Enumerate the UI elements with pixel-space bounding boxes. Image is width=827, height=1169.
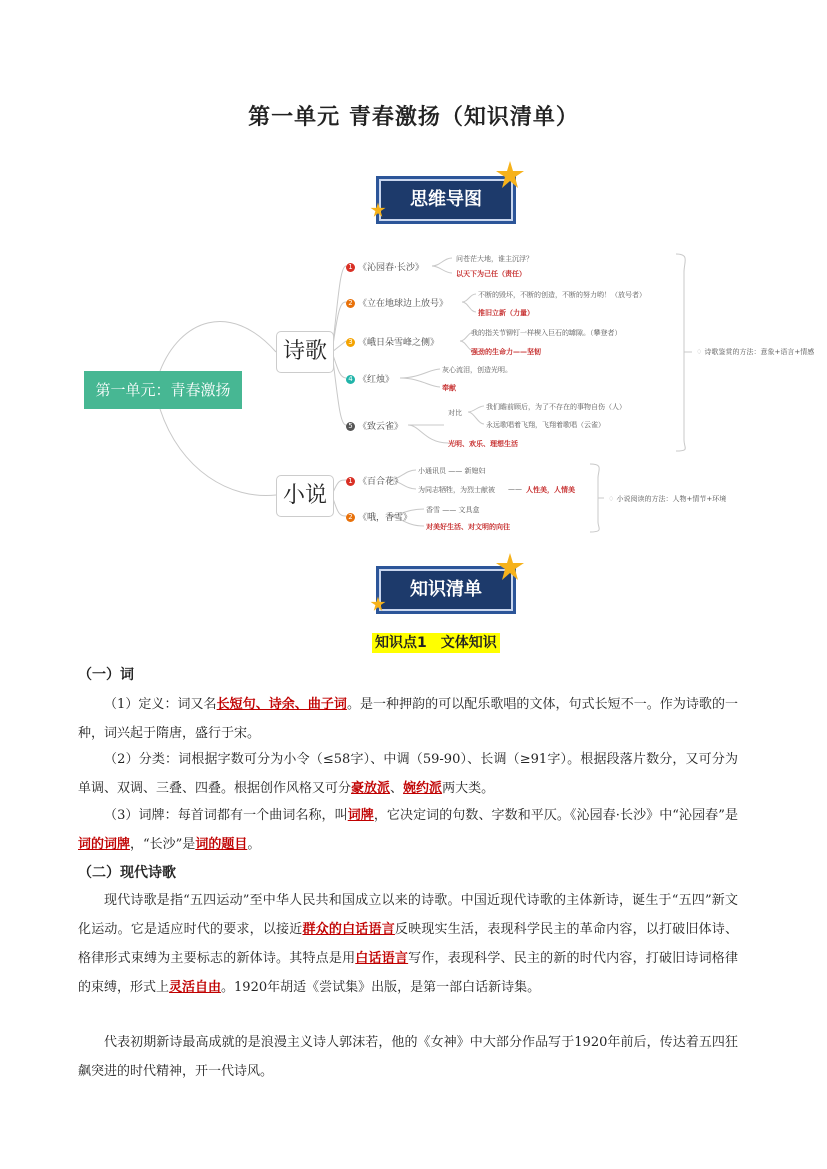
paragraph-modern-poetry: 现代诗歌是指“五四运动”至中华人民共和国成立以来的诗歌。中国近现代诗歌的主体新诗，诞生于“五四”新文化运动。它是适应时代的要求，以接近群众的白话语言反映现实生活，表现科学民主的革命内容，以打破旧体诗、格律形式束缚为主要标志的新体诗。其特点是用白话语言写作，表现科学、民主的新的时代内容，打破旧诗词格律的束缚，形式上灵活自由。1920年胡适《尝试集》出版，是第一部白话新诗集。 — [78, 893, 738, 995]
knowledge-badge: 知识清单 — [376, 566, 516, 614]
poem-theme: 光明、欢乐、理想生活 — [448, 440, 518, 448]
poem-node — [346, 260, 424, 273]
poem-node — [346, 296, 448, 309]
poem-node — [346, 335, 439, 348]
number-badge: 2 — [346, 513, 355, 522]
section-heading-modern-poetry: （二）现代诗歌 — [78, 865, 176, 881]
star-icon — [495, 552, 525, 582]
novel-note: 香雪 —— 文具盒 — [426, 506, 480, 514]
novel-note: 小通讯员 —— 新媳妇 — [418, 467, 486, 475]
branch-novel: 小说 — [276, 475, 334, 517]
poem-title: 《立在地球边上放号》 — [358, 299, 449, 309]
paragraph-guo-moruo: 代表初期新诗最高成就的是浪漫主义诗人郭沫若，他的《女神》中大部分作品写于1920年前后，传达着五四狂飙突进的时代精神，开一代诗风。 — [78, 1035, 738, 1079]
mindmap-connectors — [0, 0, 827, 560]
paragraph-classification: （2）分类：词根据字数可分为小令（≤58字）、中调（59-90）、长调（≥91字）。根据段落片数分，又可分为单调、双调、三叠、四叠。根据创作风格又可分豪放派、婉约派两大类。 — [78, 752, 738, 796]
poem-note: 问苍茫大地，谁主沉浮？ — [456, 255, 533, 263]
novel-theme: 对美好生活、对文明的向往 — [426, 523, 510, 531]
number-badge: 4 — [346, 375, 355, 384]
number-badge: 2 — [346, 299, 355, 308]
page-title: 第一单元 青春激扬（知识清单） — [248, 105, 579, 130]
poem-title: 《红烛》 — [358, 375, 395, 385]
branch-poetry: 诗歌 — [276, 331, 334, 373]
poem-title: 《沁园春·长沙》 — [358, 263, 424, 273]
poem-note: 不断的毁坏，不断的创造，不断的努力哟！（放号者） — [478, 291, 646, 299]
star-icon — [370, 596, 386, 612]
poem-contrast-label: 对比 — [448, 409, 462, 417]
number-badge: 5 — [346, 422, 355, 431]
poem-node — [346, 372, 394, 385]
novel-summary: ♢ 小说阅读的方法：人物+情节+环境 — [608, 495, 727, 503]
poem-note: 我们瞻前顾后，为了不存在的事物自伤（人） — [486, 403, 626, 411]
novel-theme: 人性美，人情美 — [526, 486, 575, 494]
novel-node — [346, 510, 412, 523]
novel-node — [346, 474, 403, 487]
poem-node — [346, 419, 403, 432]
number-badge: 3 — [346, 338, 355, 347]
poem-note: 灰心流泪，创造光明。 — [442, 366, 512, 374]
poem-title: 《致云雀》 — [358, 422, 404, 432]
poem-theme: 推旧立新（力量） — [478, 309, 534, 317]
knowledge-point-heading: 知识点1 文体知识 — [372, 633, 500, 653]
poem-note: 我的指关节铆钉一样楔入巨石的罅隙。（攀登者） — [471, 329, 622, 337]
poem-theme: 奉献 — [442, 384, 456, 392]
poem-note: 永远歌唱着飞翔，飞翔着歌唱（云雀） — [486, 421, 605, 429]
mindmap-badge: 思维导图 — [376, 176, 516, 224]
novel-title: 《哦，香雪》 — [358, 513, 413, 523]
pin-icon: ♢ — [608, 495, 617, 503]
number-badge: 1 — [346, 477, 355, 486]
poem-theme: 强劲的生命力——坚韧 — [471, 348, 541, 356]
number-badge: 1 — [346, 263, 355, 272]
poem-theme: 以天下为己任（责任） — [456, 270, 526, 278]
novel-note: 为同志牺牲，为烈士献被 — [418, 486, 495, 494]
pin-icon: ♢ — [696, 348, 705, 356]
novel-title: 《百合花》 — [358, 477, 404, 487]
paragraph-cipai: （3）词牌：每首词都有一个曲词名称，叫词牌，它决定词的句数、字数和平仄。《沁园春·长沙》中“沁园春”是词的词牌，“长沙”是词的题目。 — [78, 808, 738, 852]
paragraph-definition: （1）定义：词又名长短句、诗余、曲子词。是一种押韵的可以配乐歌唱的文体，句式长短不一。作为诗歌的一种，词兴起于隋唐，盛行于宋。 — [78, 697, 738, 741]
poem-title: 《峨日朵雪峰之侧》 — [358, 338, 440, 348]
novel-dash: —— — [508, 485, 522, 493]
poem-summary: ♢ 诗歌鉴赏的方法：意象+语言+情感 — [696, 348, 815, 356]
mindmap-root: 第一单元：青春激扬 — [84, 371, 242, 409]
section-heading-ci: （一）词 — [78, 667, 134, 683]
